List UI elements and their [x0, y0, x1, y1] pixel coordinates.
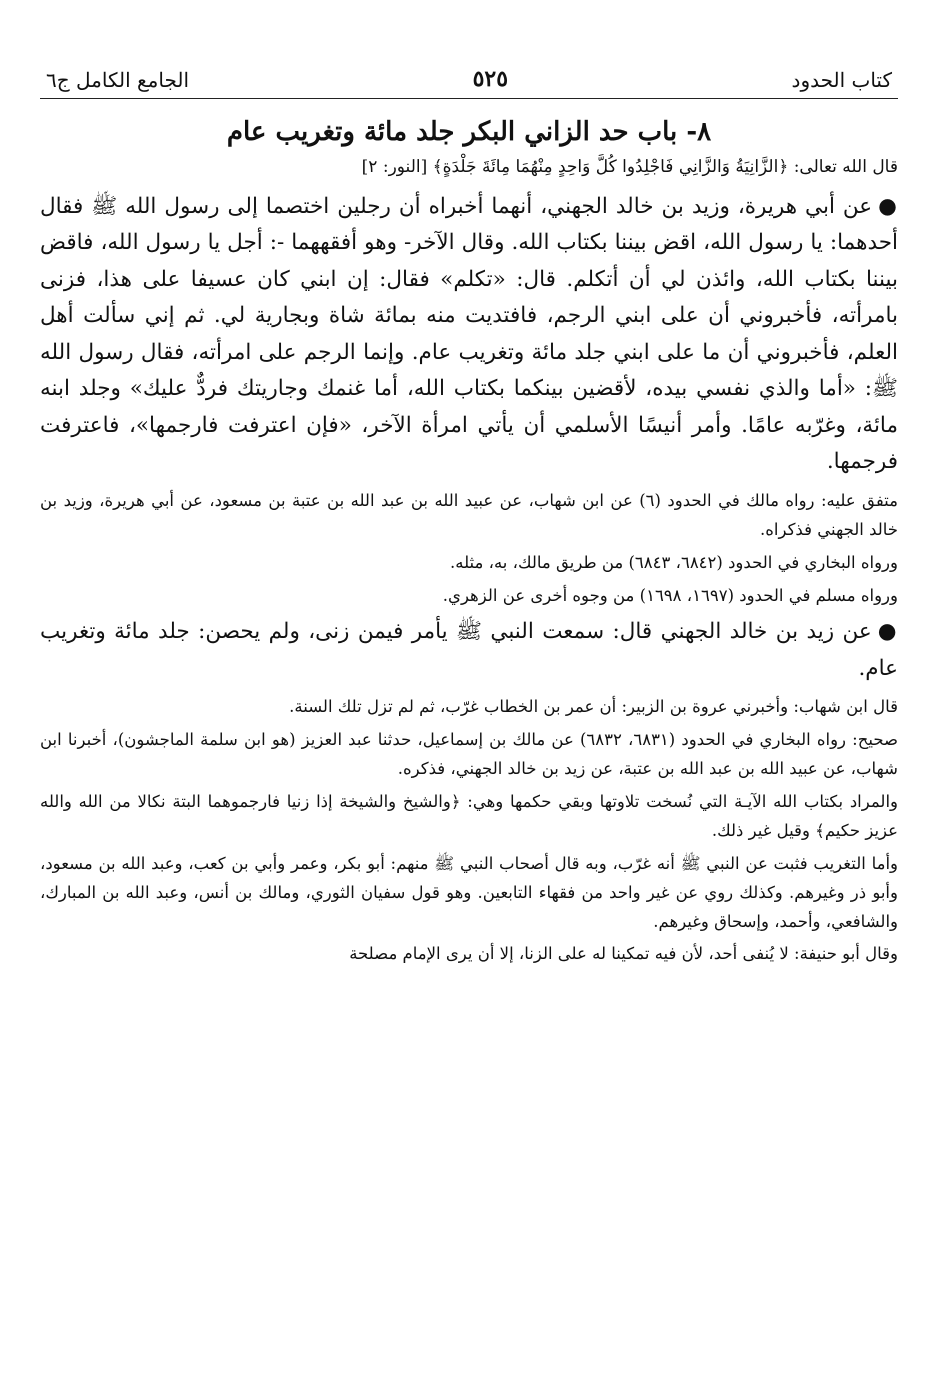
takhrij-note-1: متفق عليه: رواه مالك في الحدود (٦) عن ابن شهاب، عن عبيد الله بن عبد الله بن عتبة بن مسعود، عن أبي هريرة، وزيد بن خالد الجهني فذكراه. [40, 490, 898, 539]
header-volume-title: الجامع الكامل ج٦ [46, 68, 190, 92]
bullet-icon: ● [878, 193, 898, 219]
comment-note-3: والمراد بكتاب الله الآيـة التي نُسخت تلاوتها وبقي حكمها وهي: ﴿والشيخ والشيخة إذا زنيا فارجموهما البتة نكالا من الله والله عزيز حكيم﴾ وقيل غير ذلك. [40, 792, 898, 840]
takhrij-note-3: ورواه مسلم في الحدود (١٦٩٧، ١٦٩٨) من وجوه أخرى عن الزهري. [442, 585, 898, 605]
page-number: ٥٢٥ [472, 66, 509, 92]
comment-note-4: وأما التغريب فثبت عن النبي ﷺ أنه غرّب، وبه قال أصحاب النبي ﷺ منهم: أبو بكر، وعمر وأبي بن كعب، وعبد الله بن مسعود، وأبو ذر وغيرهم. وكذلك روي عن غير واحد من فقهاء التابعين. وهو قول سفيان الثوري، ومالك بن أنس، وعبد الله بن المبارك، والشافعي، وأحمد، وإسحاق وغيرهم. [40, 853, 898, 931]
hadith-body-1: عن أبي هريرة، وزيد بن خالد الجهني، أنهما أخبراه أن رجلين اختصما إلى رسول الله ﷺ فقال أحدهما: يا رسول الله، اقض بيننا بكتاب الله. وقال الآخر- وهو أفقههما -: أجل يا رسول الله، فاقض بيننا بكتاب الله، وائذن لي أن أتكلم. قال: «تكلم» فقال: إن ابني كان عسيفا على هذا، فزنى بامرأته، فأخبروني أن على ابني الرجم، فافتديت منه بمائة شاة وبجارية لي. ثم إني سألت أهل العلم، فأخبروني أن ما على ابني جلد مائة وتغريب عام. وإنما الرجم على امرأته، فقال رسول الله ﷺ: «أما والذي نفسي بيده، لأقضين بينكما بكتاب الله، أما غنمك وجاريتك فردٌّ عليك» وجلد ابنه مائة، وغرّبه عامًا. وأمر أنيسًا الأسلمي أن يأتي امرأة الآخر، «فإن اعترفت فارجمها»، فاعترفت فرجمها. [40, 193, 898, 475]
takhrij-note-2: ورواه البخاري في الحدود (٦٨٤٢، ٦٨٤٣) من طريق مالك، به، مثله. [450, 552, 898, 572]
comment-note-2: صحيح: رواه البخاري في الحدود (٦٨٣١، ٦٨٣٢) عن مالك بن إسماعيل، حدثنا عبد العزيز (هو ابن سلمة الماجشون)، أخبرنا ابن شهاب، عن عبيد الله بن عبد الله بن عتبة، عن زيد بن خالد الجهني، فذكره. [40, 730, 898, 779]
book-page [40, 52, 898, 1372]
header-book-title: كتاب الحدود [791, 68, 892, 92]
comment-note-1: قال ابن شهاب: وأخبرني عروة بن الزبير: أن عمر بن الخطاب غرّب، ثم لم تزل تلك السنة. [289, 697, 898, 717]
chapter-title: ٨- باب حد الزاني البكر جلد مائة وتغريب عام [226, 117, 712, 147]
hadith-body-2: عن زيد بن خالد الجهني قال: سمعت النبي ﷺ يأمر فيمن زنى، ولم يحصن: جلد مائة وتغريب عام. [40, 619, 898, 681]
hadith-text-2 [40, 614, 898, 687]
bullet-icon: ● [877, 619, 898, 645]
comment-note-5: وقال أبو حنيفة: لا يُنفى أحد، لأن فيه تمكينا له على الزنا، إلا أن يرى الإمام مصلحة [349, 944, 898, 964]
running-header [40, 52, 898, 99]
hadith-text-1 [40, 189, 898, 481]
quran-verse: قال الله تعالى: ﴿الزَّانِيَةُ وَالزَّانِي فَاجْلِدُوا كُلَّ وَاحِدٍ مِنْهُمَا مِائَةَ جَلْدَةٍ﴾ [النور: ٢] [361, 157, 898, 177]
